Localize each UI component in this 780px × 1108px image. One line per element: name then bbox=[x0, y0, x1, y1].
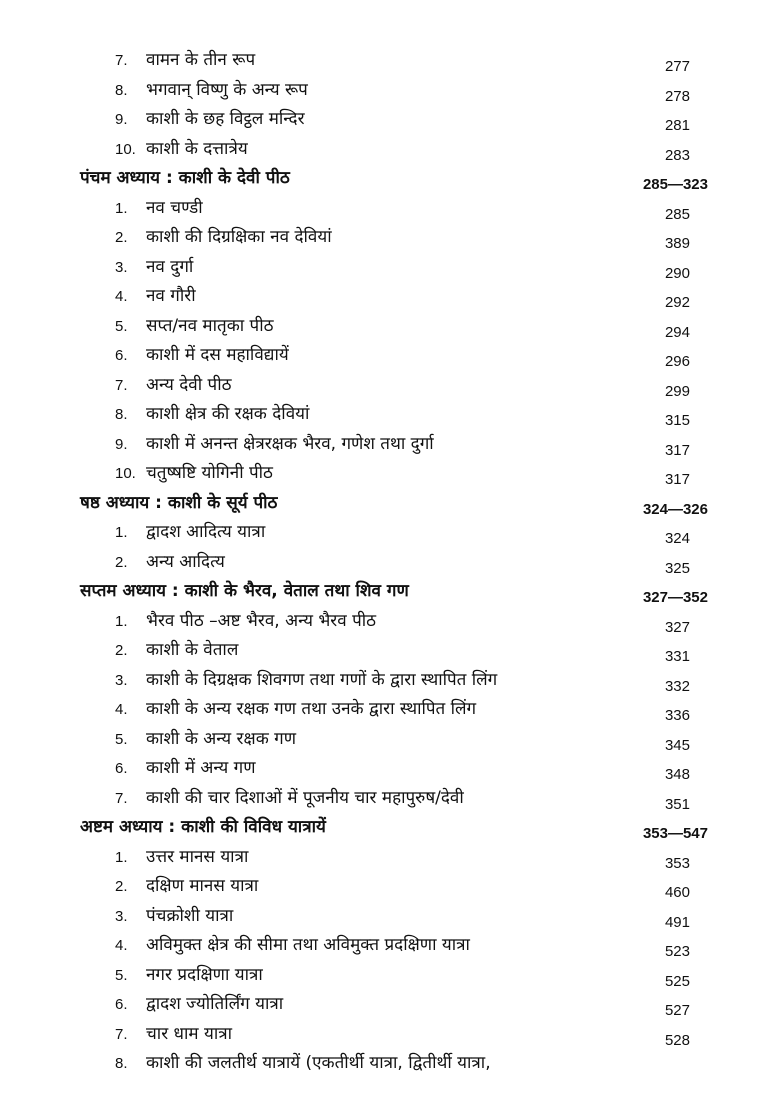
entry-title: पंचक्रोशी यात्रा bbox=[146, 905, 234, 926]
entry-page-number: 317 bbox=[664, 441, 690, 459]
entry-number: 7. bbox=[115, 1025, 128, 1043]
toc-entry bbox=[0, 725, 780, 755]
entry-page-number: 327 bbox=[664, 618, 690, 636]
toc-entry bbox=[0, 518, 780, 548]
entry-page-number: 283 bbox=[664, 146, 690, 164]
entry-title: काशी की चार दिशाओं में पूजनीय चार महापुरुष/देवी bbox=[146, 787, 464, 808]
toc-entry bbox=[0, 636, 780, 666]
toc-entry bbox=[0, 872, 780, 902]
entry-page-number: 315 bbox=[664, 412, 690, 429]
entry-page-number: 528 bbox=[664, 1031, 690, 1049]
entry-page-number: 351 bbox=[664, 795, 690, 813]
chapter-title: षष्ठ अध्याय : काशी के सूर्य पीठ bbox=[80, 492, 278, 513]
chapter-title: अष्टम अध्याय : काशी की विविध यात्रायें bbox=[80, 817, 326, 837]
entry-page-number: 299 bbox=[664, 382, 690, 400]
toc-entry bbox=[0, 902, 780, 932]
entry-title: काशी में अन्य गण bbox=[146, 758, 256, 778]
entry-page-number: 389 bbox=[664, 235, 690, 252]
toc-entry bbox=[0, 990, 780, 1020]
toc-entry bbox=[0, 282, 780, 312]
entry-number: 1. bbox=[115, 612, 128, 630]
entry-number: 1. bbox=[115, 199, 128, 217]
entry-title: वामन के तीन रूप bbox=[146, 50, 256, 70]
toc-entry bbox=[0, 1020, 780, 1050]
entry-number: 4. bbox=[115, 937, 128, 954]
entry-number: 4. bbox=[115, 288, 128, 305]
entry-title: काशी क्षेत्र की रक्षक देवियां bbox=[146, 404, 310, 424]
entry-title: चतुष्षष्टि योगिनी पीठ bbox=[146, 463, 273, 483]
entry-title: काशी के छह विट्ठल मन्दिर bbox=[146, 109, 305, 129]
entry-page-number: 325 bbox=[664, 559, 690, 577]
toc-entry bbox=[0, 223, 780, 253]
toc-entry bbox=[0, 76, 780, 106]
entry-number: 3. bbox=[115, 258, 128, 276]
entry-number: 7. bbox=[115, 52, 128, 69]
entry-page-number: 336 bbox=[664, 707, 690, 724]
chapter-heading bbox=[0, 577, 780, 607]
entry-number: 6. bbox=[115, 760, 128, 777]
toc-entry bbox=[0, 46, 780, 76]
entry-page-number: 348 bbox=[664, 766, 690, 783]
entry-title: काशी में दस महाविद्यायें bbox=[146, 345, 289, 365]
entry-number: 2. bbox=[115, 229, 128, 246]
entry-page-number: 285 bbox=[664, 205, 690, 223]
chapter-title: सप्तम अध्याय : काशी के भैरव, वेताल तथा शिव गण bbox=[80, 581, 409, 601]
toc-entry bbox=[0, 312, 780, 342]
entry-page-number: 331 bbox=[664, 648, 690, 665]
entry-page-number: 324 bbox=[664, 530, 690, 547]
entry-number: 6. bbox=[115, 347, 128, 364]
entry-number: 5. bbox=[115, 966, 128, 984]
entry-title: द्वादश ज्योतिर्लिंग यात्रा bbox=[146, 994, 284, 1014]
entry-page-number: 296 bbox=[664, 353, 690, 370]
chapter-heading bbox=[0, 164, 780, 194]
entry-page-number: 460 bbox=[664, 884, 690, 901]
chapter-page-range: 324—326 bbox=[642, 500, 708, 518]
entry-title: काशी के वेताल bbox=[146, 640, 239, 660]
entry-title: नव चण्डी bbox=[146, 197, 203, 218]
entry-title: दक्षिण मानस यात्रा bbox=[146, 876, 259, 896]
entry-title: काशी की दिग्रक्षिका नव देवियां bbox=[146, 227, 332, 247]
toc-entry bbox=[0, 931, 780, 961]
entry-title: नव गौरी bbox=[146, 286, 196, 306]
entry-title: भैरव पीठ –अष्ट भैरव, अन्य भैरव पीठ bbox=[146, 610, 377, 631]
toc-entry bbox=[0, 341, 780, 371]
entry-page-number: 317 bbox=[664, 471, 690, 488]
entry-number: 8. bbox=[115, 406, 128, 423]
entry-title: काशी के अन्य रक्षक गण bbox=[146, 728, 297, 749]
toc-entry bbox=[0, 754, 780, 784]
entry-page-number: 527 bbox=[664, 1002, 690, 1019]
toc-entry bbox=[0, 843, 780, 873]
chapter-page-range: 327—352 bbox=[642, 589, 708, 606]
toc-entry bbox=[0, 961, 780, 991]
entry-page-number: 281 bbox=[664, 117, 690, 134]
entry-number: 10. bbox=[115, 140, 136, 158]
entry-number: 7. bbox=[115, 376, 128, 394]
entry-title: काशी के दिग्रक्षक शिवगण तथा गणों के द्वारा स्थापित लिंग bbox=[146, 669, 498, 690]
chapter-heading bbox=[0, 813, 780, 843]
toc-entry bbox=[0, 371, 780, 401]
entry-page-number: 491 bbox=[664, 913, 690, 931]
entry-title: अन्य आदित्य bbox=[146, 551, 225, 572]
entry-number: 7. bbox=[115, 789, 128, 807]
entry-page-number: 292 bbox=[664, 294, 690, 311]
entry-number: 6. bbox=[115, 996, 128, 1013]
entry-title: नगर प्रदक्षिणा यात्रा bbox=[146, 964, 263, 985]
entry-page-number: 353 bbox=[664, 854, 690, 872]
entry-number: 1. bbox=[115, 524, 128, 541]
toc-entry bbox=[0, 695, 780, 725]
chapter-title: पंचम अध्याय : काशी के देवी पीठ bbox=[80, 168, 290, 188]
chapter-heading bbox=[0, 489, 780, 519]
entry-number: 3. bbox=[115, 671, 128, 689]
entry-title: नव दुर्गा bbox=[146, 256, 194, 277]
table-of-contents bbox=[0, 46, 780, 1079]
entry-title: अविमुक्त क्षेत्र की सीमा तथा अविमुक्त प्रदक्षिणा यात्रा bbox=[146, 935, 470, 955]
entry-number: 5. bbox=[115, 730, 128, 748]
chapter-page-range: 353—547 bbox=[642, 825, 708, 842]
entry-number: 8. bbox=[115, 81, 128, 99]
entry-page-number: 523 bbox=[664, 943, 690, 960]
toc-entry bbox=[0, 194, 780, 224]
toc-entry bbox=[0, 607, 780, 637]
entry-title: उत्तर मानस यात्रा bbox=[146, 846, 249, 867]
toc-entry bbox=[0, 400, 780, 430]
entry-number: 5. bbox=[115, 317, 128, 335]
entry-number: 8. bbox=[115, 1055, 128, 1072]
entry-number: 1. bbox=[115, 848, 128, 866]
entry-title: भगवान् विष्णु के अन्य रूप bbox=[146, 79, 308, 100]
entry-title: चार धाम यात्रा bbox=[146, 1023, 233, 1044]
entry-page-number: 294 bbox=[664, 323, 690, 341]
toc-entry bbox=[0, 135, 780, 165]
toc-entry bbox=[0, 105, 780, 135]
entry-title: सप्त/नव मातृका पीठ bbox=[146, 315, 274, 336]
entry-number: 2. bbox=[115, 642, 128, 659]
chapter-page-range: 285—323 bbox=[642, 176, 708, 193]
entry-page-number: 525 bbox=[664, 972, 690, 990]
entry-number: 2. bbox=[115, 553, 128, 571]
entry-number: 2. bbox=[115, 878, 128, 895]
toc-entry bbox=[0, 666, 780, 696]
entry-title: काशी की जलतीर्थ यात्रायें (एकतीर्थी यात्रा, द्वितीर्थी यात्रा, bbox=[146, 1053, 491, 1073]
entry-page-number: 345 bbox=[664, 736, 690, 754]
entry-title: काशी में अनन्त क्षेत्ररक्षक भैरव, गणेश तथा दुर्गा bbox=[146, 433, 434, 454]
entry-number: 4. bbox=[115, 701, 128, 718]
toc-entry bbox=[0, 548, 780, 578]
entry-title: काशी के दत्तात्रेय bbox=[146, 138, 248, 159]
entry-page-number: 332 bbox=[664, 677, 690, 695]
toc-entry bbox=[0, 459, 780, 489]
entry-title: अन्य देवी पीठ bbox=[146, 374, 232, 395]
entry-number: 9. bbox=[115, 111, 128, 128]
entry-page-number: 277 bbox=[664, 58, 690, 75]
toc-entry bbox=[0, 253, 780, 283]
entry-page-number: 290 bbox=[664, 264, 690, 282]
entry-title: द्वादश आदित्य यात्रा bbox=[146, 522, 266, 542]
toc-entry bbox=[0, 1049, 780, 1079]
entry-page-number: 278 bbox=[664, 87, 690, 105]
toc-entry bbox=[0, 430, 780, 460]
entry-number: 9. bbox=[115, 435, 128, 453]
entry-title: काशी के अन्य रक्षक गण तथा उनके द्वारा स्थापित लिंग bbox=[146, 699, 477, 719]
toc-entry bbox=[0, 784, 780, 814]
entry-number: 3. bbox=[115, 907, 128, 925]
entry-number: 10. bbox=[115, 465, 136, 482]
